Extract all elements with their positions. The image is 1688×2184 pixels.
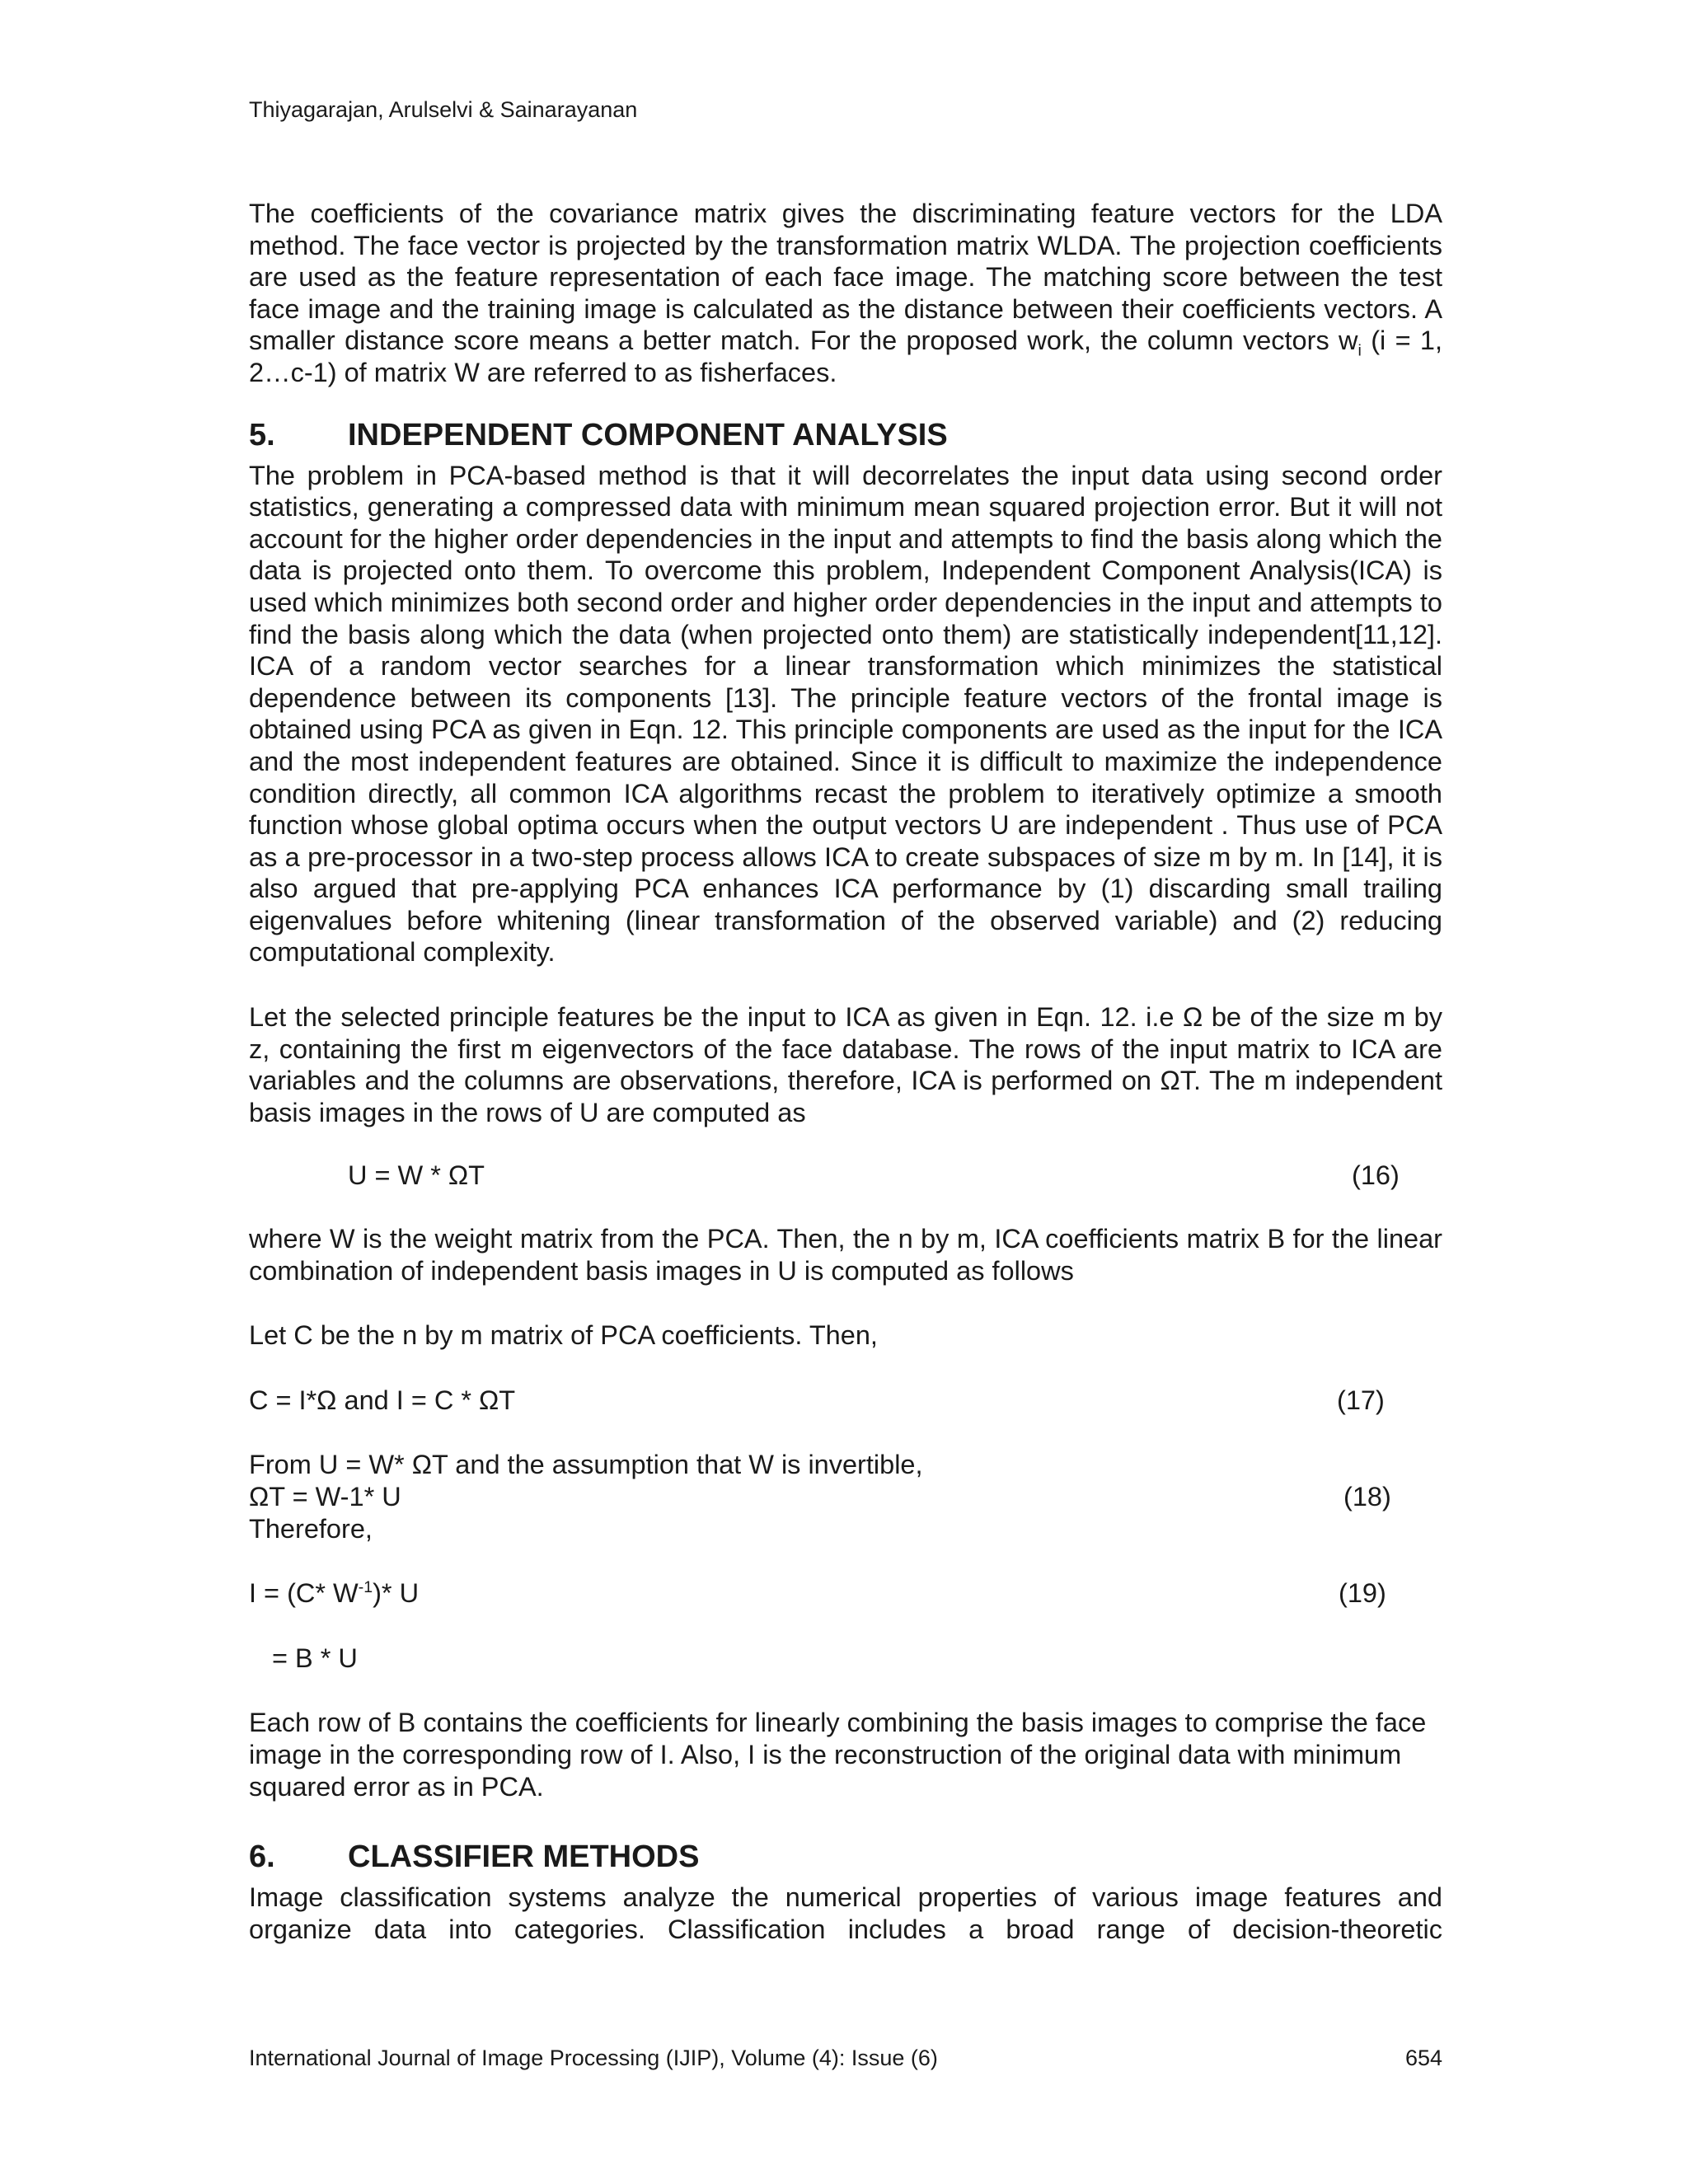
section-number: 5. (249, 417, 275, 452)
page-footer (249, 2046, 1442, 2071)
equation-expression: I = (C* $W^{-1})*$ U (249, 1578, 420, 1609)
equation-expression: ΩT = W-1* U (249, 1482, 401, 1511)
section-6-heading (249, 1839, 1442, 1875)
intro-paragraph: The coefficients of the covariance matrix gives the discriminating feature vectors for the LDA method. The face vector is projected by the transformation matrix WLDA. The projection coefficients are used as the feature representation of each face image. The matching score between the test face image and the training image is calculated as the distance between their coefficients vectors. A smaller distance score means a better match. For the proposed work, the column vectors $w_i$ (i = 1, 2…c-1) of matrix W are referred to as fisherfaces. (249, 199, 1442, 387)
section-5-heading (249, 417, 1442, 453)
equation-19 (249, 1577, 1442, 1610)
ica-paragraph-6: Each row of B contains the coefficients for linearly combining the basis images to comprise the face image in the corresponding row of I. Also, I is the reconstruction of the original data with minimum squared error as in PCA. (249, 1708, 1427, 1802)
ica-paragraph-2: Let the selected principle features be the input to ICA as given in Eqn. 12. i.e Ω be of the size m by z, containing the first m eigenvectors of the face database. The rows of the input matrix to ICA are variables and the columns are observations, therefore, ICA is performed on ΩT. The m independent basis images in the rows of U are computed as (249, 1002, 1442, 1127)
ica-paragraph-5: From U = W* ΩT and the assumption that W is invertible, (249, 1450, 923, 1480)
ica-paragraph-4: Let C be the n by m matrix of PCA coefficients. Then, (249, 1320, 878, 1351)
equation-18 (249, 1481, 1442, 1513)
equation-19-continuation: = B * U (272, 1643, 358, 1673)
page-body (249, 198, 1442, 1945)
equation-number: (17) (1337, 1385, 1385, 1415)
classifier-paragraph-1: Image classification systems analyze the numerical properties of various image features and organize data into categories. Classification includes a broad range of decision-theoretic (249, 1882, 1442, 1944)
equation-17 (249, 1385, 1442, 1417)
equation-expression: C = I*Ω and I = C * ΩT (249, 1385, 516, 1415)
equation-16 (249, 1160, 1442, 1192)
journal-citation: International Journal of Image Processing (IJIP), Volume (4): Issue (6) (249, 2046, 938, 2070)
section-title: CLASSIFIER METHODS (348, 1840, 700, 1875)
section-number: 6. (249, 1840, 275, 1875)
equation-number: (16) (1352, 1160, 1400, 1191)
therefore-text: Therefore, (249, 1513, 373, 1544)
section-title: INDEPENDENT COMPONENT ANALYSIS (348, 417, 948, 452)
equation-expression: U = W * ΩT (348, 1160, 485, 1191)
running-header: Thiyagarajan, Arulselvi & Sainarayanan (249, 97, 638, 122)
ica-paragraph-1: The problem in PCA-based method is that it will decorrelates the input data using second order statistics, generating a compressed data with minimum mean squared projection error. But it will not account for the higher order dependencies in the input and attempts to find the basis along which the data is projected onto them. To overcome this problem, Independent Component Analysis(ICA) is used which minimizes both second order and higher order dependencies in the input and attempts to find the basis along which the data (when projected onto them) are statistically independent[11,12]. ICA of a random vector searches for a linear transformation which minimizes the statistical dependence between its components [13]. The principle feature vectors of the frontal image is obtained using PCA as given in Eqn. 12. This principle components are used as the input for the ICA and the most independent features are obtained. Since it is difficult to maximize the independence condition directly, all common ICA algorithms recast the problem to iteratively optimize a smooth function whose global optima occurs when the output vectors U are independent . Thus use of PCA as a pre-processor in a two-step process allows ICA to create subspaces of size m by m. In [14], it is also argued that pre-applying PCA enhances ICA performance by (1) discarding small trailing eigenvalues before whitening (linear transformation of the observed variable) and (2) reducing computational complexity. (249, 460, 1442, 968)
equation-number: (18) (1343, 1482, 1391, 1511)
page-number: 654 (1404, 2046, 1442, 2070)
equation-number: (19) (1339, 1578, 1386, 1609)
ica-paragraph-3: where W is the weight matrix from the PCA. Then, the n by m, ICA coefficients matrix B for the linear combination of independent basis images in U is computed as follows (249, 1224, 1442, 1286)
